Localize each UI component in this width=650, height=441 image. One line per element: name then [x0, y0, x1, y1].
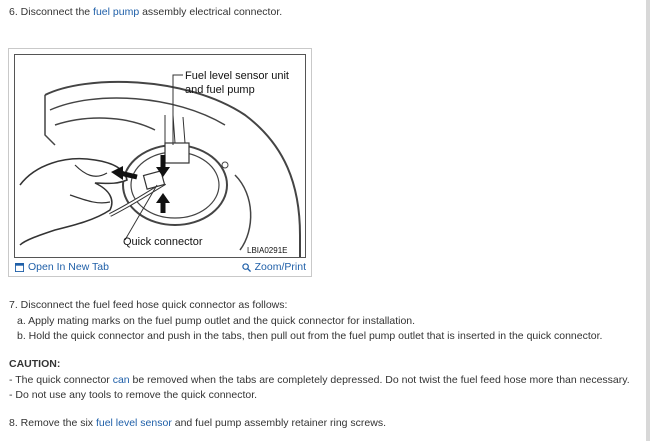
caution-title: CAUTION: [9, 358, 61, 370]
fuel-pump-link[interactable]: fuel pump [93, 6, 140, 18]
caution-item-2: - Do not use any tools to remove the quick connector. [9, 389, 258, 401]
step-8-suffix: and fuel pump assembly retainer ring screws. [171, 417, 387, 429]
step-7b: b. Hold the quick connector and push in the tabs, then pull out from the fuel pump outlet that is inserted in the quick connector. [17, 330, 603, 342]
new-window-icon [15, 263, 24, 272]
fuel-level-sensor-link[interactable]: fuel level sensor [95, 417, 172, 429]
figure-panel [8, 48, 312, 277]
step-7a: a. Apply mating marks on the fuel pump outlet and the quick connector for installation. [17, 315, 416, 327]
zoom-print-label: Zoom/Print [254, 261, 306, 273]
caution-item-1-prefix: - The quick connector [9, 374, 113, 386]
figure-code: LBIA0291E [247, 246, 288, 255]
step-6 [9, 6, 282, 18]
callout-top-1: Fuel level sensor unit [185, 70, 289, 82]
step-6-suffix: assembly electrical connector. [139, 6, 283, 18]
can-link[interactable]: can [112, 374, 130, 386]
magnifier-icon [242, 263, 251, 272]
scroll-edge [646, 0, 650, 441]
caution-item-1-suffix: be removed when the tabs are completely depressed. Do not twist the fuel feed hose more than necessary. [129, 374, 630, 386]
figure-illustration[interactable] [14, 54, 306, 258]
open-in-new-tab-button[interactable] [15, 261, 109, 273]
step-8 [9, 417, 386, 429]
step-8-prefix: 8. Remove the six [9, 417, 96, 429]
step-6-prefix: 6. Disconnect the [9, 6, 94, 18]
fuel-pump-diagram [15, 55, 305, 257]
zoom-print-button[interactable] [242, 261, 306, 273]
open-in-new-tab-label: Open In New Tab [28, 261, 109, 273]
callout-top-2: and fuel pump [185, 84, 255, 96]
callout-bottom: Quick connector [123, 236, 203, 248]
caution-item-1 [9, 374, 630, 386]
step-7-intro: 7. Disconnect the fuel feed hose quick connector as follows: [9, 299, 288, 311]
